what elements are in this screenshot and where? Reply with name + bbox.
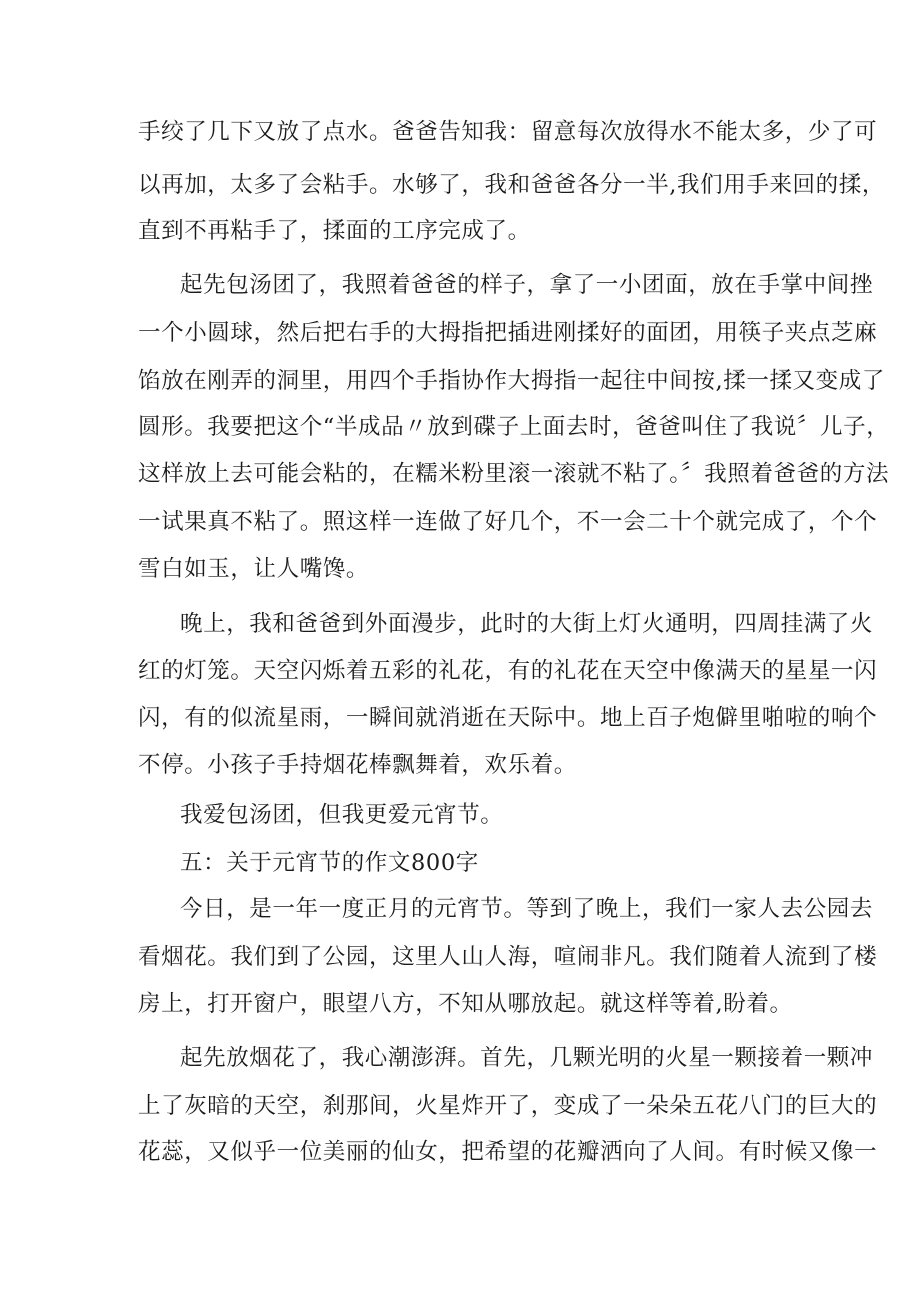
paragraph-line: 看烟花。我们到了公园，这里人山人海，喧闹非凡。我们随着人流到了楼 xyxy=(138,944,878,970)
paragraph-line: 一试果真不粘了。照这样一连做了好几个，不一会二十个就完成了，个个 xyxy=(138,509,878,535)
paragraph-line: 一个小圆球，然后把右手的大拇指把插进刚揉好的面团，用筷子夹点芝麻 xyxy=(138,320,878,346)
paragraph-line: 起先放烟花了，我心潮澎湃。首先，几颗光明的火星一颗接着一颗冲 xyxy=(180,1045,874,1071)
paragraph-line: 馅放在刚弄的洞里，用四个手指协作大拇指一起往中间按,揉一揉又变成了 xyxy=(138,368,885,394)
paragraph-line: 花蕊，又似乎一位美丽的仙女，把希望的花瓣洒向了人间。有时候又像一 xyxy=(138,1139,878,1165)
paragraph-line: 以再加，太多了会粘手。水够了，我和爸爸各分一半,我们用手来回的揉， xyxy=(138,172,885,198)
paragraph-line: 我爱包汤团，但我更爱元宵节。 xyxy=(180,802,504,828)
paragraph-line: 晚上，我和爸爸到外面漫步，此时的大街上灯火通明，四周挂满了火 xyxy=(180,611,874,637)
paragraph-line: 起先包汤团了，我照着爸爸的样子，拿了一小团面，放在手掌中间挫 xyxy=(180,272,874,298)
paragraph-line: 上了灰暗的天空，刹那间，火星炸开了，变成了一朵朵五花八门的巨大的 xyxy=(138,1093,878,1119)
paragraph-line: 圆形。我要把这个“半成品〃放到碟子上面去时，爸爸叫住了我说〞儿子， xyxy=(138,414,890,440)
paragraph-line: 雪白如玉，让人嘴馋。 xyxy=(138,556,370,582)
paragraph-line: 不停。小孩子手持烟花棒飘舞着，欢乐着。 xyxy=(138,752,577,778)
paragraph-line: 这样放上去可能会粘的，在糯米粉里滚一滚就不粘了。〞我照着爸爸的方法 xyxy=(138,461,890,487)
paragraph-line: 闪，有的似流星雨，一瞬间就消逝在天际中。地上百子炮僻里啪啦的响个 xyxy=(138,705,878,731)
paragraph-line: 手绞了几下又放了点水。爸爸告知我：留意每次放得水不能太多，少了可 xyxy=(138,119,878,145)
paragraph-line: 今日，是一年一度正月的元宵节。等到了晚上，我们一家人去公园去 xyxy=(180,896,874,922)
paragraph-line: 房上，打开窗户，眼望八方，不知从哪放起。就这样等着,盼着。 xyxy=(138,991,793,1017)
paragraph-line: 直到不再粘手了，揉面的工序完成了。 xyxy=(138,218,531,244)
section-heading: 五：关于元宵节的作文800字 xyxy=(180,850,479,876)
paragraph-line: 红的灯笼。天空闪烁着五彩的礼花，有的礼花在天空中像满天的星星一闪 xyxy=(138,658,878,684)
